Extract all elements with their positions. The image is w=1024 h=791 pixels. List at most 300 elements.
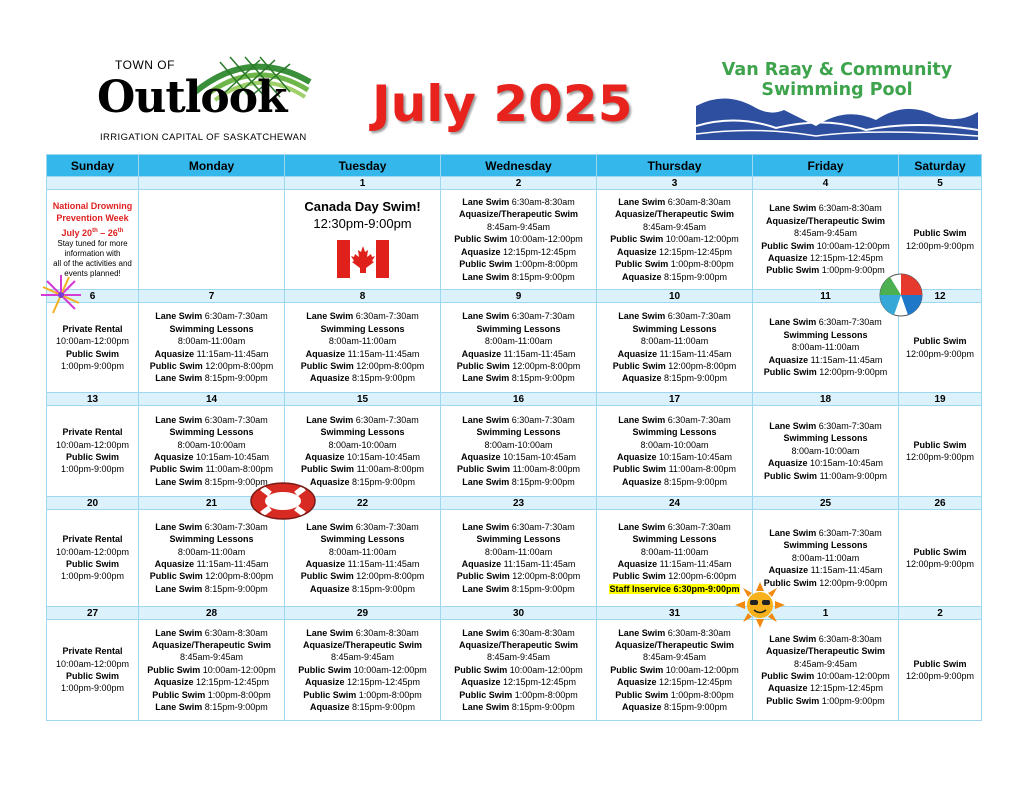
activity-time: 6:30am-7:30am <box>355 311 419 322</box>
date-number-monday <box>139 177 285 190</box>
schedule-line <box>47 348 138 360</box>
schedule-line <box>285 570 440 582</box>
date-number-tuesday: 1 <box>285 177 441 190</box>
day-cell <box>899 406 982 497</box>
activity-name: Public Swim <box>612 360 666 371</box>
activity-time: 6:30am-8:30am <box>355 627 419 638</box>
date-number-wednesday: 23 <box>441 497 597 510</box>
date-row <box>47 290 982 303</box>
schedule-line <box>285 701 440 713</box>
activity-time: 1:00pm-9:00pm <box>60 464 125 475</box>
activity-time: 11:15am-11:45am <box>196 559 269 569</box>
activity-time: 8:45am-9:45am <box>642 652 707 663</box>
activity-time: 1:00pm-8:00pm <box>670 689 734 700</box>
schedule-line <box>441 221 596 233</box>
activity-time: 8:15pm-9:00pm <box>663 271 728 282</box>
day-cell <box>753 620 899 721</box>
activity-time: 8:45am-9:45am <box>793 658 858 669</box>
schedule-line <box>899 658 981 670</box>
activity-time: 6:30am-7:30am <box>204 311 268 322</box>
activity-time: 6:30am-7:30am <box>667 311 731 322</box>
schedule-line <box>597 196 752 208</box>
activity-time: 8:45am-9:45am <box>642 221 707 232</box>
activity-name: Aquasize <box>309 583 350 594</box>
schedule-line <box>899 348 981 360</box>
schedule-line <box>597 689 752 701</box>
schedule-line <box>753 202 898 214</box>
activity-time: 8:45am-9:45am <box>486 652 551 663</box>
schedule-line <box>753 341 898 353</box>
schedule-line <box>441 676 596 688</box>
schedule-line <box>441 651 596 663</box>
schedule-line <box>753 682 898 694</box>
schedule-line <box>47 463 138 475</box>
date-number-thursday: 3 <box>597 177 753 190</box>
activity-name: Lane Swim <box>306 311 354 322</box>
date-number-sunday: 13 <box>47 393 139 406</box>
schedule-line <box>47 323 138 335</box>
date-number-monday: 21 <box>139 497 285 510</box>
day-cell <box>47 620 139 721</box>
activity-time: 10:15am-10:45am <box>502 452 577 462</box>
date-number-wednesday: 16 <box>441 393 597 406</box>
week-row <box>47 190 982 290</box>
activity-time: 11:15am-11:45am <box>196 348 269 359</box>
activity-time: 8:15pm-9:00pm <box>204 583 268 594</box>
schedule-line <box>285 451 440 463</box>
schedule-line <box>441 664 596 676</box>
activity-time: 10:00am-12:00pm <box>816 240 890 251</box>
day-cell <box>47 406 139 497</box>
activity-name: Aquasize <box>460 246 501 257</box>
activity-time: 8:45am-9:45am <box>793 228 858 239</box>
schedule-line <box>753 252 898 264</box>
activity-name: Swimming Lessons <box>169 534 254 545</box>
schedule-line <box>597 246 752 258</box>
schedule-line <box>285 463 440 475</box>
week-row <box>47 303 982 393</box>
date-number-sunday: 27 <box>47 607 139 620</box>
page-header <box>0 0 1024 150</box>
activity-name: Public Swim <box>147 664 201 675</box>
activity-name: Swimming Lessons <box>632 323 717 334</box>
activity-time: 10:00am-12:00pm <box>509 234 583 245</box>
activity-time: 8:15pm-9:00pm <box>204 373 268 384</box>
activity-name: Public Swim <box>913 336 967 347</box>
schedule-line <box>139 664 284 676</box>
schedule-line <box>899 227 981 239</box>
activity-time: 8:45am-9:45am <box>179 652 244 663</box>
activity-name: Aquasize <box>621 271 662 282</box>
schedule-line <box>47 335 138 347</box>
schedule-line <box>753 527 898 539</box>
activity-name: Aquasize/Therapeutic Swim <box>614 639 735 650</box>
schedule-line <box>597 533 752 545</box>
activity-name: Public Swim <box>301 464 355 475</box>
activity-name: Public Swim <box>65 348 119 359</box>
activity-name: Aquasize <box>768 354 809 365</box>
activity-name: Aquasize <box>304 452 345 462</box>
activity-time: 6:30am-7:30am <box>355 521 419 532</box>
schedule-line <box>899 558 981 570</box>
activity-time: 12:00pm-8:00pm <box>205 360 274 371</box>
fireworks-icon <box>36 270 86 320</box>
schedule-line <box>441 463 596 475</box>
date-number-saturday: 5 <box>899 177 982 190</box>
activity-name: Aquasize <box>767 683 808 694</box>
schedule-line <box>139 463 284 475</box>
date-number-friday: 18 <box>753 393 899 406</box>
activity-time: 11:15am-11:45am <box>659 348 732 359</box>
activity-time: 6:30am-8:30am <box>511 627 575 638</box>
activity-name: Private Rental <box>62 646 123 657</box>
schedule-line <box>441 439 596 451</box>
schedule-line <box>753 445 898 457</box>
activity-name: Lane Swim <box>155 476 203 487</box>
town-of-label: TOWN OF <box>115 58 175 72</box>
schedule-line <box>139 701 284 713</box>
activity-time: 6:30am-7:30am <box>511 311 575 322</box>
activity-time: 8:45am-9:45am <box>330 652 395 663</box>
activity-time: 8:00am-10:00am <box>484 439 553 450</box>
date-number-tuesday: 15 <box>285 393 441 406</box>
activity-time: 12:00pm-9:00pm <box>819 367 888 378</box>
date-number-saturday: 12 <box>899 290 982 303</box>
date-number-saturday: 26 <box>899 497 982 510</box>
date-number-tuesday: 8 <box>285 290 441 303</box>
activity-name: Aquasize <box>616 452 657 462</box>
activity-name: Swimming Lessons <box>169 323 254 334</box>
town-tagline: IRRIGATION CAPITAL OF SASKATCHEWAN <box>100 132 307 143</box>
activity-time: 6:30am-8:30am <box>204 627 268 638</box>
schedule-line <box>597 208 752 220</box>
activity-name: Lane Swim <box>155 627 203 638</box>
activity-name: Aquasize <box>768 565 809 576</box>
activity-name: Aquasize <box>621 476 662 487</box>
schedule-line <box>441 414 596 426</box>
week-row <box>47 620 982 721</box>
weekday-saturday: Saturday <box>899 155 982 177</box>
activity-name: Lane Swim <box>462 627 510 638</box>
day-cell <box>285 303 441 393</box>
activity-name: Lane Swim <box>618 414 666 425</box>
schedule-line <box>139 335 284 347</box>
activity-time: 6:30am-7:30am <box>667 521 731 532</box>
schedule-line <box>597 639 752 651</box>
schedule-line <box>753 432 898 444</box>
day-cell <box>597 190 753 290</box>
activity-time: 10:00am-12:00pm <box>55 336 130 347</box>
activity-name: Lane Swim <box>618 521 666 532</box>
activity-name: Aquasize <box>305 348 346 359</box>
schedule-line <box>753 470 898 482</box>
schedule-line <box>899 439 981 451</box>
activity-time: 10:00am-12:00pm <box>55 546 130 557</box>
activity-time: 12:00pm-9:00pm <box>905 240 975 251</box>
schedule-line <box>139 639 284 651</box>
activity-time: 11:15am-11:45am <box>503 559 576 569</box>
page-title: July 2025 <box>372 75 633 133</box>
schedule-line <box>899 670 981 682</box>
schedule-line <box>139 451 284 463</box>
schedule-line <box>441 639 596 651</box>
activity-time: 11:15am-11:45am <box>810 565 883 576</box>
schedule-line <box>597 221 752 233</box>
schedule-line <box>441 558 596 570</box>
date-number-thursday: 17 <box>597 393 753 406</box>
activity-name: Public Swim <box>459 689 513 700</box>
activity-name: Public Swim <box>456 360 510 371</box>
week-row <box>47 510 982 607</box>
date-number-tuesday: 29 <box>285 607 441 620</box>
activity-name: Lane Swim <box>462 414 510 425</box>
activity-name: Public Swim <box>457 464 511 475</box>
activity-time: 12:00pm-6:00pm <box>668 571 737 582</box>
schedule-line <box>597 476 752 488</box>
schedule-line <box>753 645 898 657</box>
schedule-line <box>139 627 284 639</box>
schedule-line <box>753 316 898 328</box>
day-cell <box>899 620 982 721</box>
activity-time: 12:15pm-12:45pm <box>195 677 270 688</box>
activity-time: 10:00am-12:00pm <box>55 439 130 450</box>
activity-time: 6:30am-7:30am <box>204 414 268 425</box>
day-cell <box>597 406 753 497</box>
date-number-monday: 7 <box>139 290 285 303</box>
date-row <box>47 393 982 406</box>
schedule-line <box>441 476 596 488</box>
activity-time: 8:15pm-9:00pm <box>511 702 575 713</box>
day-cell <box>285 190 441 290</box>
activity-name: Swimming Lessons <box>476 534 561 545</box>
activity-time: 1:00pm-8:00pm <box>358 689 422 700</box>
activity-name: Public Swim <box>613 464 667 475</box>
activity-time: 1:00pm-9:00pm <box>60 683 125 694</box>
activity-name: Lane Swim <box>769 203 817 214</box>
activity-name: Public Swim <box>764 470 818 481</box>
activity-name: Public Swim <box>459 259 513 270</box>
activity-name: Aquasize/Therapeutic Swim <box>458 209 579 220</box>
activity-time: 8:00am-10:00am <box>177 439 246 450</box>
date-number-saturday: 19 <box>899 393 982 406</box>
schedule-line <box>441 689 596 701</box>
weekday-tuesday: Tuesday <box>285 155 441 177</box>
schedule-line <box>441 546 596 558</box>
schedule-line <box>285 439 440 451</box>
activity-time: 10:00am-12:00pm <box>202 664 276 675</box>
activity-name: Aquasize <box>309 476 350 487</box>
day-cell <box>139 303 285 393</box>
activity-name: Public Swim <box>615 689 669 700</box>
sun-icon <box>734 582 786 628</box>
day-cell <box>597 510 753 607</box>
schedule-line <box>285 335 440 347</box>
schedule-line <box>139 676 284 688</box>
day-cell <box>753 190 899 290</box>
schedule-line <box>753 564 898 576</box>
weekday-thursday: Thursday <box>597 155 753 177</box>
activity-name: Public Swim <box>612 571 666 582</box>
staff-inservice-highlight: Staff Inservice 6:30pm-9:00pm <box>609 583 740 594</box>
activity-time: 1:00pm-9:00pm <box>821 695 885 706</box>
date-number-thursday: 31 <box>597 607 753 620</box>
activity-name: Lane Swim <box>769 527 817 538</box>
schedule-line <box>441 335 596 347</box>
schedule-line <box>597 414 752 426</box>
activity-time: 6:30am-8:30am <box>667 627 731 638</box>
activity-time: 8:15pm-9:00pm <box>511 373 575 384</box>
activity-time: 11:00am-9:00pm <box>819 470 887 481</box>
date-number-sunday: 20 <box>47 497 139 510</box>
schedule-line <box>597 348 752 360</box>
date-row <box>47 607 982 620</box>
activity-time: 8:00am-11:00am <box>484 546 553 557</box>
schedule-line <box>597 271 752 283</box>
schedule-line <box>597 439 752 451</box>
schedule-line <box>47 546 138 558</box>
activity-time: 12:00pm-9:00pm <box>905 559 975 569</box>
activity-time: 6:30am-7:30am <box>818 420 882 431</box>
day-cell <box>441 406 597 497</box>
schedule-line <box>441 570 596 582</box>
activity-time: 6:30am-7:30am <box>355 414 419 425</box>
activity-time: 1:00pm-9:00pm <box>60 360 125 371</box>
activity-name: Aquasize/Therapeutic Swim <box>151 639 272 650</box>
activity-name: Lane Swim <box>769 633 817 644</box>
schedule-line <box>441 271 596 283</box>
activity-time: 1:00pm-8:00pm <box>207 689 271 700</box>
schedule-line <box>285 558 440 570</box>
activity-name: Lane Swim <box>618 197 666 208</box>
schedule-line <box>441 233 596 245</box>
date-number-wednesday: 9 <box>441 290 597 303</box>
schedule-line <box>139 360 284 372</box>
activity-time: 10:00am-12:00pm <box>55 658 130 669</box>
canada-day-time: 12:30pm-9:00pm <box>313 216 412 231</box>
town-logo <box>95 52 320 147</box>
activity-time: 11:15am-11:45am <box>659 559 732 569</box>
schedule-line <box>47 670 138 682</box>
schedule-line <box>597 664 752 676</box>
weekday-header-row <box>47 155 982 177</box>
activity-name: Public Swim <box>913 546 967 557</box>
activity-time: 11:00am-8:00pm <box>668 464 736 475</box>
schedule-line <box>597 258 752 270</box>
weekday-monday: Monday <box>139 155 285 177</box>
schedule-line <box>139 372 284 384</box>
activity-name: Aquasize <box>460 452 501 462</box>
activity-time: 12:00pm-9:00pm <box>819 577 888 588</box>
activity-time: 6:30am-7:30am <box>818 527 882 538</box>
schedule-line <box>597 558 752 570</box>
week-row <box>47 406 982 497</box>
activity-name: Public Swim <box>913 658 967 669</box>
day-cell <box>285 510 441 607</box>
schedule-line <box>441 533 596 545</box>
schedule-line <box>597 360 752 372</box>
schedule-line <box>597 463 752 475</box>
activity-time: 10:00am-12:00pm <box>816 671 890 681</box>
activity-name: Swimming Lessons <box>169 427 254 438</box>
activity-name: Aquasize <box>461 559 502 569</box>
schedule-line <box>753 329 898 341</box>
activity-name: Lane Swim <box>462 521 510 532</box>
activity-name: Public Swim <box>456 571 510 582</box>
day-cell <box>441 190 597 290</box>
activity-name: Swimming Lessons <box>476 427 561 438</box>
activity-name: Aquasize <box>153 677 194 688</box>
schedule-line <box>285 372 440 384</box>
schedule-line <box>441 521 596 533</box>
activity-time: 12:00pm-8:00pm <box>512 360 581 371</box>
schedule-line <box>285 348 440 360</box>
date-number-friday: 25 <box>753 497 899 510</box>
schedule-line <box>285 521 440 533</box>
date-number-friday: 4 <box>753 177 899 190</box>
activity-name: Lane Swim <box>462 311 510 322</box>
activity-time: 10:15am-10:45am <box>195 452 270 462</box>
schedule-line <box>597 233 752 245</box>
schedule-line <box>753 539 898 551</box>
activity-time: 12:00pm-9:00pm <box>905 348 975 359</box>
activity-name: Aquasize <box>616 246 657 257</box>
activity-name: Swimming Lessons <box>320 323 405 334</box>
schedule-line <box>597 627 752 639</box>
date-number-wednesday: 2 <box>441 177 597 190</box>
schedule-line <box>285 627 440 639</box>
activity-time: 11:15am-11:45am <box>503 348 576 359</box>
activity-time: 6:30am-8:30am <box>818 203 882 214</box>
activity-name: Lane Swim <box>155 583 203 594</box>
schedule-line <box>139 439 284 451</box>
activity-name: Lane Swim <box>306 521 354 532</box>
activity-time: 8:15pm-9:00pm <box>663 476 728 487</box>
activity-name: Public Swim <box>454 234 508 245</box>
activity-time: 6:30am-8:30am <box>667 197 731 208</box>
schedule-line <box>441 258 596 270</box>
activity-name: Lane Swim <box>462 583 510 594</box>
schedule-line <box>47 533 138 545</box>
activity-name: Public Swim <box>300 360 354 371</box>
day-cell <box>285 620 441 721</box>
activity-time: 8:00am-11:00am <box>177 336 246 347</box>
activity-name: Swimming Lessons <box>783 329 868 340</box>
schedule-line <box>285 414 440 426</box>
activity-name: Lane Swim <box>155 311 203 322</box>
schedule-line <box>139 323 284 335</box>
schedule-line <box>285 426 440 438</box>
activity-time: 12:15pm-12:45pm <box>658 677 733 688</box>
schedule-line <box>285 664 440 676</box>
schedule-line <box>597 546 752 558</box>
activity-name: Public Swim <box>615 259 669 270</box>
activity-name: Public Swim <box>454 664 508 675</box>
schedule-line <box>597 651 752 663</box>
schedule-line <box>441 310 596 322</box>
schedule-line <box>753 420 898 432</box>
activity-name: Aquasize <box>621 702 662 713</box>
activity-time: 1:00pm-9:00pm <box>821 265 885 276</box>
activity-name: Public Swim <box>766 265 820 276</box>
day-cell <box>597 303 753 393</box>
activity-name: Public Swim <box>152 689 206 700</box>
activity-name: Aquasize <box>616 677 657 688</box>
ndp-text-line: Stay tuned for more information with <box>57 239 128 259</box>
date-number-friday: 11 <box>753 290 899 303</box>
schedule-line <box>139 414 284 426</box>
canada-flag-icon <box>337 240 389 278</box>
activity-name: Lane Swim <box>155 414 203 425</box>
